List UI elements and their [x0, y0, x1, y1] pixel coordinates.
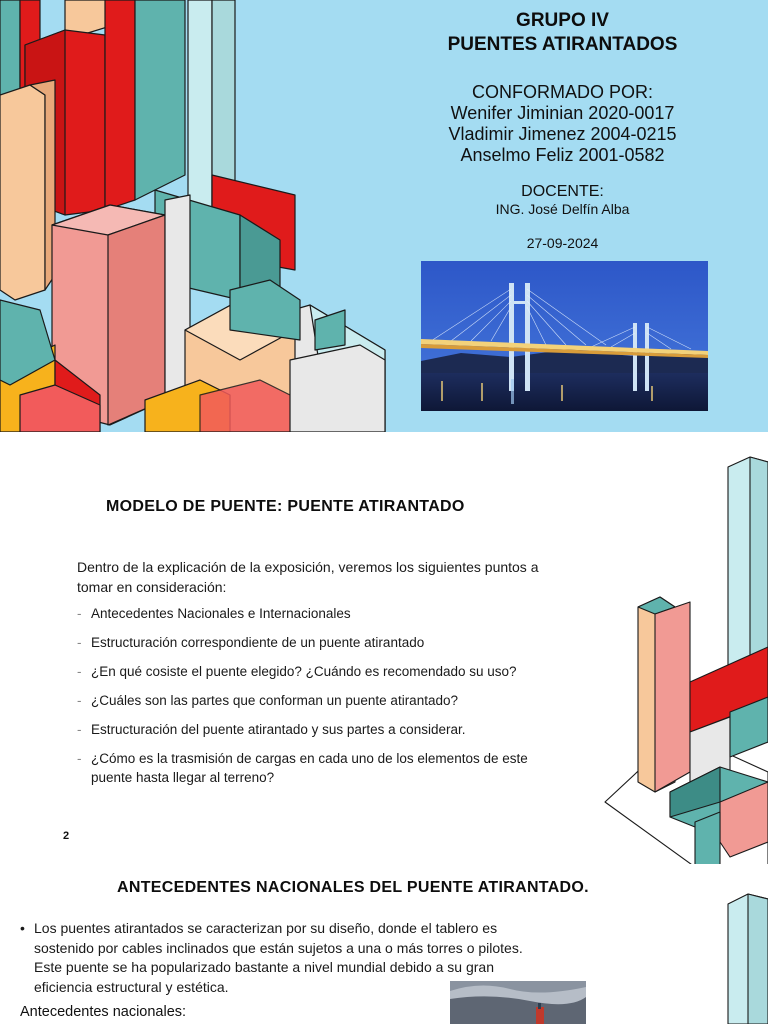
presentation-title: PUENTES ATIRANTADOS [447, 34, 678, 55]
dash-bullet: - [77, 751, 82, 766]
dash-bullet: - [77, 664, 82, 679]
isometric-buildings-illustration [0, 0, 390, 432]
dash-bullet: - [77, 693, 82, 708]
member-name: Vladimir Jimenez 2004-0215 [448, 124, 677, 144]
formed-by-label: CONFORMADO POR: [471, 82, 653, 102]
page-number: 2 [63, 830, 70, 842]
isometric-buildings-illustration [600, 442, 768, 864]
subheading: Antecedentes nacionales: [20, 1004, 187, 1020]
bridge-photo [450, 981, 586, 1024]
list-item: - Estructuración correspondiente de un puente atirantado [77, 635, 425, 650]
group-title: GRUPO IV [516, 10, 609, 31]
presentation-date: 27-09-2024 [526, 235, 599, 251]
bullet-paragraph: • Los puentes atirantados se caracterizan por su diseño, donde el tablero es sostenido por cables inclinados que están sujetos a una o más torres o pilotes. Este puente se ha popularizado bastante a nivel mundial debido a su gran eficiencia estructural y estética. [20, 920, 523, 995]
teacher-label: DOCENTE: [521, 183, 604, 200]
intro-paragraph: Dentro de la explicación de la exposición, veremos los siguientes puntos a tomar en consideración: [77, 559, 539, 595]
list-item: - Antecedentes Nacionales e Internacionales [77, 606, 351, 621]
slide-heading: MODELO DE PUENTE: PUENTE ATIRANTADO [106, 498, 465, 515]
dash-bullet: - [77, 635, 82, 650]
list-item: - Estructuración del puente atirantado y sus partes a considerar. [77, 722, 466, 737]
list-item: - ¿Cuáles son las partes que conforman un puente atirantado? [77, 693, 458, 708]
slide-heading: ANTECEDENTES NACIONALES DEL PUENTE ATIRANTADO. [117, 879, 589, 896]
dash-bullet: - [77, 722, 82, 737]
isometric-buildings-illustration [720, 874, 768, 1024]
list-item: - ¿En qué cosiste el puente elegido? ¿Cuándo es recomendado su uso? [77, 664, 517, 679]
bridge-photo [421, 261, 708, 411]
slide-background [0, 864, 768, 1024]
dash-bullet: - [77, 606, 82, 621]
member-name: Wenifer Jiminian 2020-0017 [450, 103, 675, 123]
slide-title [0, 0, 768, 432]
topics-list [77, 604, 567, 797]
list-item: - ¿Cómo es la trasmisión de cargas en cada uno de los elementos de este puente hasta llegar al terreno? [77, 751, 528, 785]
slide-model [0, 432, 768, 864]
bullet-dot: • [20, 920, 25, 936]
teacher-name: ING. José Delfín Alba [495, 201, 630, 217]
member-name: Anselmo Feliz 2001-0582 [460, 145, 665, 165]
